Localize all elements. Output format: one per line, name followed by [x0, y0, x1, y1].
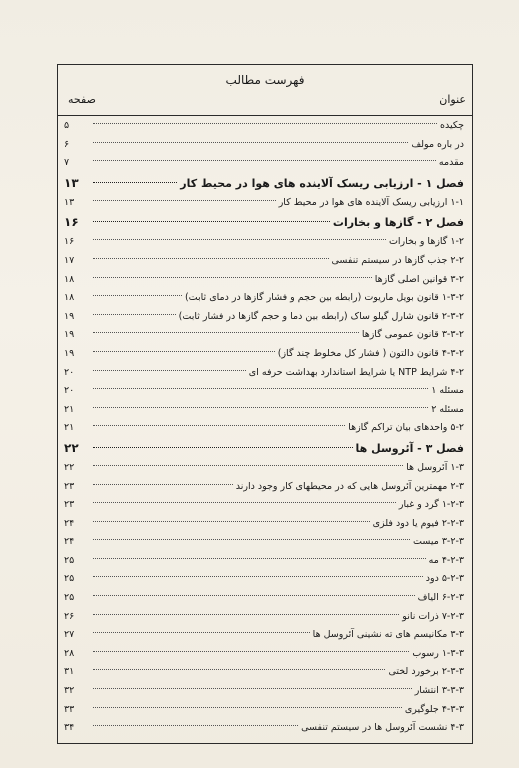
toc-entry-page: ۳۳: [64, 703, 75, 715]
dot-leader: [93, 725, 298, 726]
column-title-label: عنوان: [439, 93, 466, 106]
toc-row: [62, 663, 466, 682]
toc-entry-label: ۱-۲ گازها و بخارات: [388, 236, 464, 248]
dot-leader: [93, 182, 177, 183]
toc-entry-page: ۲۳: [64, 480, 75, 492]
toc-entry-page: ۲۱: [64, 422, 75, 434]
toc-entry-label: مسئله ۱: [431, 385, 464, 397]
toc-entry-page: ۱۶: [64, 215, 79, 230]
toc-row: [62, 419, 466, 438]
dot-leader: [93, 332, 359, 333]
toc-row: [62, 608, 466, 627]
toc-entry-page: ۱۳: [64, 196, 75, 208]
toc-row: [62, 552, 466, 571]
toc-entry-page: ۱۹: [64, 347, 75, 359]
toc-entry-page: ۲۲: [64, 461, 75, 473]
dot-leader: [93, 614, 399, 615]
toc-row: [62, 136, 466, 155]
toc-entry-label: ۲-۳ مهمترین آئروسل هایی که در محیطهای کار وجود دارند: [235, 480, 464, 492]
toc-entry-label: ۴-۳-۳ جلوگیری: [404, 703, 464, 715]
dot-leader: [93, 258, 329, 259]
toc-row: [62, 194, 466, 213]
dot-leader: [93, 651, 409, 652]
toc-entry-label: فصل ۱ - ارزیابی ریسک آلاینده های هوا در محیط کار: [180, 176, 464, 190]
toc-entry-label: مسئله ۲: [431, 403, 464, 415]
toc-entries: [62, 117, 466, 738]
toc-row: [62, 117, 466, 136]
dot-leader: [93, 595, 415, 596]
toc-entry-page: ۱۷: [64, 254, 75, 266]
dot-leader: [93, 707, 402, 708]
toc-entry-label: ۴-۲ شرایط NTP یا شرایط استاندارد بهداشت حرفه ای: [248, 366, 464, 378]
toc-entry-page: ۳۱: [64, 666, 75, 678]
toc-row: [62, 154, 466, 173]
toc-entry-page: ۲۸: [64, 647, 75, 659]
toc-entry-page: ۷: [64, 157, 70, 169]
toc-entry-label: مقدمه: [438, 157, 464, 169]
toc-row: [62, 719, 466, 738]
dot-leader: [93, 465, 403, 466]
toc-entry-page: ۳۴: [64, 722, 75, 734]
toc-header: [64, 93, 466, 111]
toc-entry-page: ۲۰: [64, 385, 75, 397]
dot-leader: [93, 669, 385, 670]
toc-row: [62, 496, 466, 515]
toc-row: [62, 252, 466, 271]
dot-leader: [93, 123, 437, 124]
toc-entry-page: ۱۸: [64, 292, 75, 304]
dot-leader: [93, 277, 372, 278]
dot-leader: [93, 239, 386, 240]
dot-leader: [93, 576, 423, 577]
toc-entry-page: ۱۹: [64, 310, 75, 322]
dot-leader: [93, 160, 436, 161]
toc-entry-label: ۳-۲ قوانین اصلی گازها: [374, 273, 464, 285]
toc-entry-label: ۱-۳-۳ رسوب: [412, 647, 464, 659]
toc-row: [62, 382, 466, 401]
toc-entry-label: ۲-۳-۳ برخورد لختی: [388, 666, 464, 678]
toc-row: [62, 271, 466, 290]
dot-leader: [93, 521, 370, 522]
toc-row: [62, 401, 466, 420]
page-title: فهرست مطالب: [225, 73, 305, 87]
toc-row: [62, 289, 466, 308]
toc-row: [62, 345, 466, 364]
toc-entry-label: چکیده: [440, 120, 464, 131]
toc-entry-page: ۱۹: [64, 329, 75, 341]
dot-leader: [93, 295, 182, 296]
toc-entry-label: ۴-۳-۲ قانون دالتون ( فشار کل مخلوط چند گاز): [277, 347, 464, 359]
toc-entry-page: ۲۱: [64, 403, 75, 415]
toc-entry-page: ۲۰: [64, 366, 75, 378]
toc-entry-label: ۳-۳-۳ انتشار: [414, 685, 464, 697]
toc-entry-label: ۶-۲-۳ الیاف: [417, 592, 464, 604]
toc-row: [62, 589, 466, 608]
toc-row: [62, 701, 466, 720]
toc-chapter-row: [62, 212, 466, 233]
dot-leader: [93, 221, 330, 222]
toc-entry-label: ۵-۲ واحدهای بیان تراکم گازها: [348, 422, 464, 434]
toc-entry-label: ۳-۳-۲ قانون عمومی گازها: [361, 329, 464, 341]
toc-row: [62, 233, 466, 252]
toc-entry-label: ۱-۳-۲ قانون بویل ماریوت (رابطه بین حجم و فشار گازها در دمای ثابت): [184, 292, 464, 304]
toc-row: [62, 626, 466, 645]
toc-row: [62, 682, 466, 701]
toc-entry-label: ۱-۲-۳ گرد و غبار: [398, 499, 464, 511]
toc-chapter-row: [62, 173, 466, 194]
dot-leader: [93, 351, 275, 352]
toc-entry-page: ۲۴: [64, 536, 75, 548]
toc-entry-page: ۲۶: [64, 610, 75, 622]
toc-entry-label: ۲-۲ جذب گازها در سیستم تنفسی: [331, 254, 464, 266]
dot-leader: [93, 370, 246, 371]
toc-entry-page: ۲۲: [64, 440, 79, 455]
toc-entry-label: ۳-۳ مکانیسم های ته نشینی آئروسل ها: [312, 629, 464, 641]
dot-leader: [93, 200, 276, 201]
toc-row: [62, 515, 466, 534]
toc-entry-page: ۲۷: [64, 629, 75, 641]
dot-leader: [93, 484, 233, 485]
dot-leader: [93, 314, 176, 315]
toc-entry-label: فصل ۳ - آئروسل ها: [355, 441, 464, 455]
toc-entry-label: ۲-۳-۲ قانون شارل گیلو ساک (رابطه بین دما و حجم گازها در فشار ثابت): [178, 310, 464, 322]
toc-entry-label: ۲-۲-۳ فیوم یا دود فلزی: [372, 517, 464, 529]
toc-entry-page: ۲۵: [64, 592, 75, 604]
toc-row: [62, 533, 466, 552]
toc-entry-label: ۳-۲-۳ میست: [413, 536, 464, 548]
toc-entry-label: ۱-۱ ارزیابی ریسک آلاینده های هوا در محیط کار: [278, 196, 464, 208]
dot-leader: [93, 688, 412, 689]
toc-row: [62, 326, 466, 345]
column-page-label: صفحه: [68, 93, 96, 106]
toc-entry-page: ۶: [64, 138, 70, 150]
dot-leader: [93, 539, 410, 540]
toc-row: [62, 478, 466, 497]
toc-row: [62, 364, 466, 383]
toc-entry-label: فصل ۲ - گازها و بخارات: [332, 216, 464, 230]
toc-entry-page: ۲۳: [64, 499, 75, 511]
dot-leader: [93, 447, 353, 448]
dot-leader: [93, 502, 396, 503]
header-divider: [58, 115, 472, 116]
toc-row: [62, 570, 466, 589]
toc-frame: [57, 64, 473, 744]
toc-entry-page: ۱۶: [64, 236, 75, 248]
dot-leader: [93, 142, 408, 143]
toc-entry-label: ۱-۳ آئروسل ها: [406, 461, 464, 473]
toc-entry-page: ۲۵: [64, 554, 75, 566]
toc-entry-page: ۱۸: [64, 273, 75, 285]
toc-entry-label: ۴-۲-۳ مه: [428, 554, 464, 566]
dot-leader: [93, 388, 428, 389]
toc-entry-page: ۱۳: [64, 175, 79, 190]
dot-leader: [93, 425, 345, 426]
dot-leader: [93, 407, 428, 408]
dot-leader: [93, 558, 426, 559]
toc-chapter-row: [62, 438, 466, 459]
toc-entry-label: در باره مولف: [411, 138, 464, 150]
toc-entry-page: ۲۴: [64, 517, 75, 529]
toc-entry-label: ۵-۲-۳ دود: [425, 573, 464, 585]
toc-row: [62, 645, 466, 664]
toc-row: [62, 308, 466, 327]
toc-entry-page: ۵: [64, 120, 70, 131]
toc-entry-page: ۳۲: [64, 685, 75, 697]
toc-entry-page: ۲۵: [64, 573, 75, 585]
toc-entry-label: ۷-۲-۳ ذرات نانو: [402, 610, 464, 622]
toc-row: [62, 459, 466, 478]
toc-entry-label: ۴-۳ نشست آئروسل ها در سیستم تنفسی: [301, 722, 464, 734]
dot-leader: [93, 632, 310, 633]
